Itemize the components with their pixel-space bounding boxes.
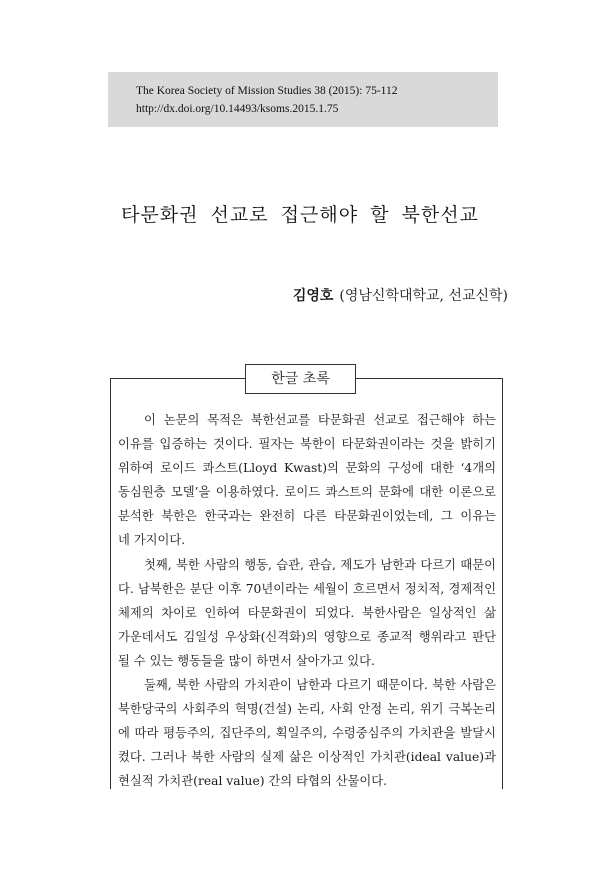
doi-link[interactable]: http://dx.doi.org/10.14493/ksoms.2015.1.75 <box>136 103 339 115</box>
abstract-line: 될 수 있는 행동들을 많이 하면서 살아가고 있다. <box>118 653 375 668</box>
abstract-line: 이 논문의 목적은 북한선교를 타문화권 선교로 접근해야 하는 <box>144 413 496 427</box>
abstract-line: 에 따라 평등주의, 집단주의, 획일주의, 수령중심주의 가치관을 발달시 <box>118 726 496 741</box>
citation-box <box>108 72 498 127</box>
abstract-line: 위하여 로이드 콰스트(Lloyd Kwast)의 문화의 구성에 대한 ‘4개의 <box>118 461 496 476</box>
abstract-line: 분석한 북한은 한국과는 완전히 다른 타문화권이었는데, 그 이유는 <box>118 509 496 524</box>
paper-title: 타문화권 선교로 접근해야 할 북한선교 <box>121 204 479 226</box>
abstract-body <box>118 408 496 794</box>
abstract-line: 켰다. 그러나 북한 사람의 실제 삶은 이상적인 가치관(ideal value)과 <box>118 750 496 765</box>
author-line <box>293 285 508 305</box>
abstract-line: 체제의 차이로 인하여 타문화권이 되었다. 북한사람은 일상적인 삶 <box>118 605 496 620</box>
abstract-line: 이유를 입증하는 것이다. 필자는 북한이 타문화권이라는 것을 밝히기 <box>118 437 496 452</box>
abstract-line: 네 가지이다. <box>118 533 186 548</box>
abstract-label: 한글 초록 <box>245 364 356 394</box>
abstract-line: 둘째, 북한 사람의 가치관이 남한과 다르기 때문이다. 북한 사람은 <box>144 678 496 693</box>
abstract-line: 가운데서도 김일성 우상화(신격화)의 영향으로 종교적 행위라고 판단 <box>118 629 496 644</box>
abstract-line: 현실적 가치관(real value) 간의 타협의 산물이다. <box>118 774 388 789</box>
abstract-line: 첫째, 북한 사람의 행동, 습관, 관습, 제도가 남한과 다르기 때문이 <box>144 557 496 572</box>
journal-citation: The Korea Society of Mission Studies 38 (2015): 75-112 <box>136 85 398 97</box>
abstract-line: 동심원층 모델’을 이용하였다. 로이드 콰스트의 문화에 대한 이론으로 <box>118 485 496 500</box>
author-affiliation: (영남신학대학교, 선교신학) <box>339 288 508 304</box>
abstract-line: 북한당국의 사회주의 혁명(건설) 논리, 사회 안정 논리, 위기 극복논리 <box>118 702 496 717</box>
author-name: 김영호 <box>292 288 334 304</box>
abstract-line: 다. 남북한은 분단 이후 70년이라는 세월이 흐르면서 정치적, 경제적인 <box>118 581 496 596</box>
